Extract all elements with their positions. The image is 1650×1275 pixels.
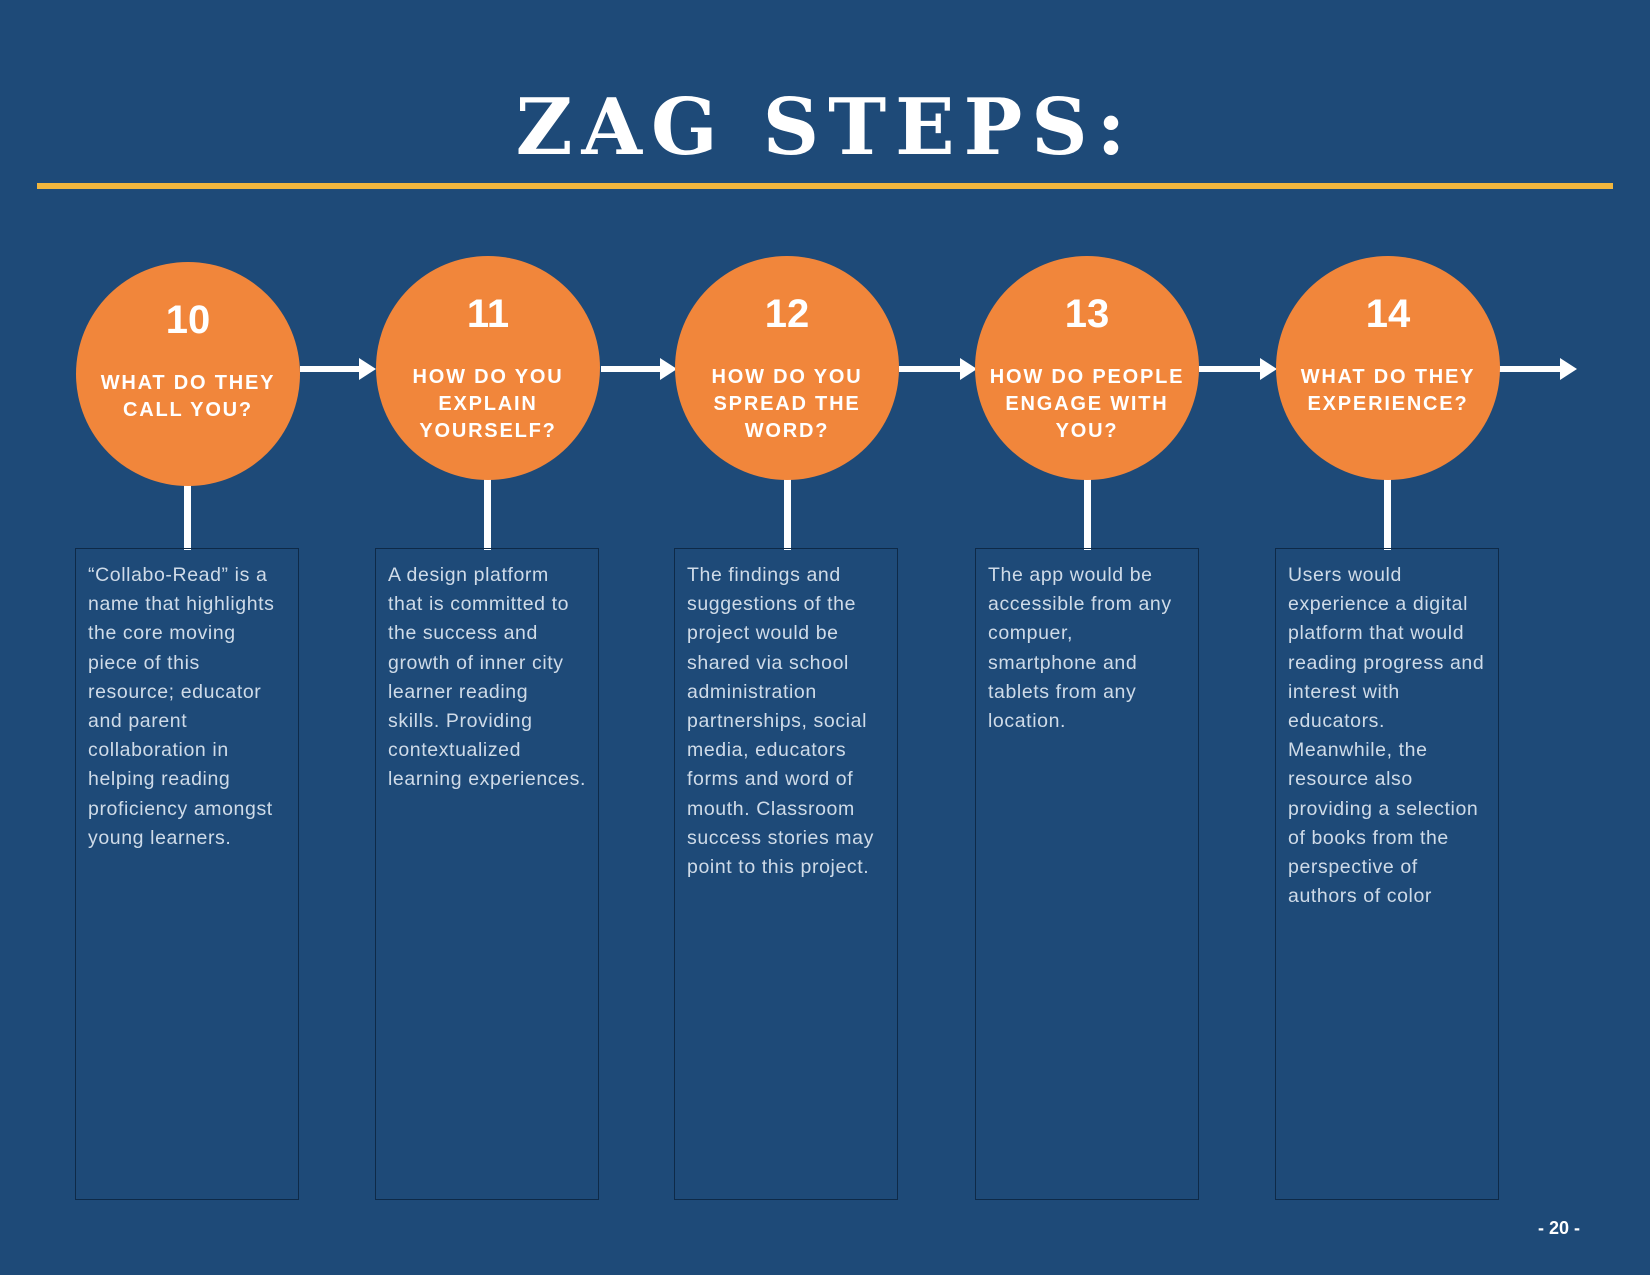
step-question: HOW DO YOU EXPLAIN YOURSELF? bbox=[412, 366, 564, 442]
connector-arrow-4 bbox=[1199, 358, 1277, 380]
title-divider bbox=[37, 183, 1613, 189]
step-number: 10 bbox=[165, 298, 211, 342]
step-circle bbox=[376, 256, 600, 480]
step-number: 14 bbox=[1365, 292, 1411, 336]
step-circle bbox=[975, 256, 1199, 480]
step-question: WHAT DO THEY CALL YOU? bbox=[100, 372, 276, 421]
step-stem bbox=[1084, 475, 1091, 550]
step-description: The findings and suggestions of the project would be shared via school administration partnerships, social media, educators forms and word of mouth. Classroom success stories may point to this project. bbox=[674, 548, 898, 1200]
connector-arrow-3 bbox=[899, 358, 977, 380]
step-question: HOW DO PEOPLE ENGAGE WITH YOU? bbox=[989, 366, 1185, 442]
step-description: The app would be accessible from any compuer, smartphone and tablets from any location. bbox=[975, 548, 1199, 1200]
step-question: WHAT DO THEY EXPERIENCE? bbox=[1300, 366, 1476, 415]
step-circle bbox=[1276, 256, 1500, 480]
connector-arrow-5 bbox=[1499, 358, 1577, 380]
step-number: 12 bbox=[764, 292, 810, 336]
step-stem bbox=[1384, 475, 1391, 550]
step-stem bbox=[184, 480, 191, 550]
page-title: ZAG STEPS: bbox=[515, 82, 1135, 173]
step-stem bbox=[784, 475, 791, 550]
connector-arrow-1 bbox=[300, 358, 376, 380]
connector-arrow-2 bbox=[601, 358, 677, 380]
step-circle bbox=[76, 262, 300, 486]
step-number: 11 bbox=[466, 292, 510, 336]
step-description: “Collabo-Read” is a name that highlights the core moving piece of this resource; educator and parent collaboration in helping reading proficiency amongst young learners. bbox=[75, 548, 299, 1200]
step-question: HOW DO YOU SPREAD THE WORD? bbox=[711, 366, 863, 442]
step-stem bbox=[484, 475, 491, 550]
step-number: 13 bbox=[1064, 292, 1110, 336]
page-number: - 20 - bbox=[1537, 1218, 1580, 1238]
step-description: A design platform that is committed to the success and growth of inner city learner reading skills. Providing contextualized learning experiences. bbox=[375, 548, 599, 1200]
step-circle bbox=[675, 256, 899, 480]
step-description: Users would experience a digital platform that would reading progress and interest with educators. Meanwhile, the resource also providing a selection of books from the perspective of authors of color bbox=[1275, 548, 1499, 1200]
